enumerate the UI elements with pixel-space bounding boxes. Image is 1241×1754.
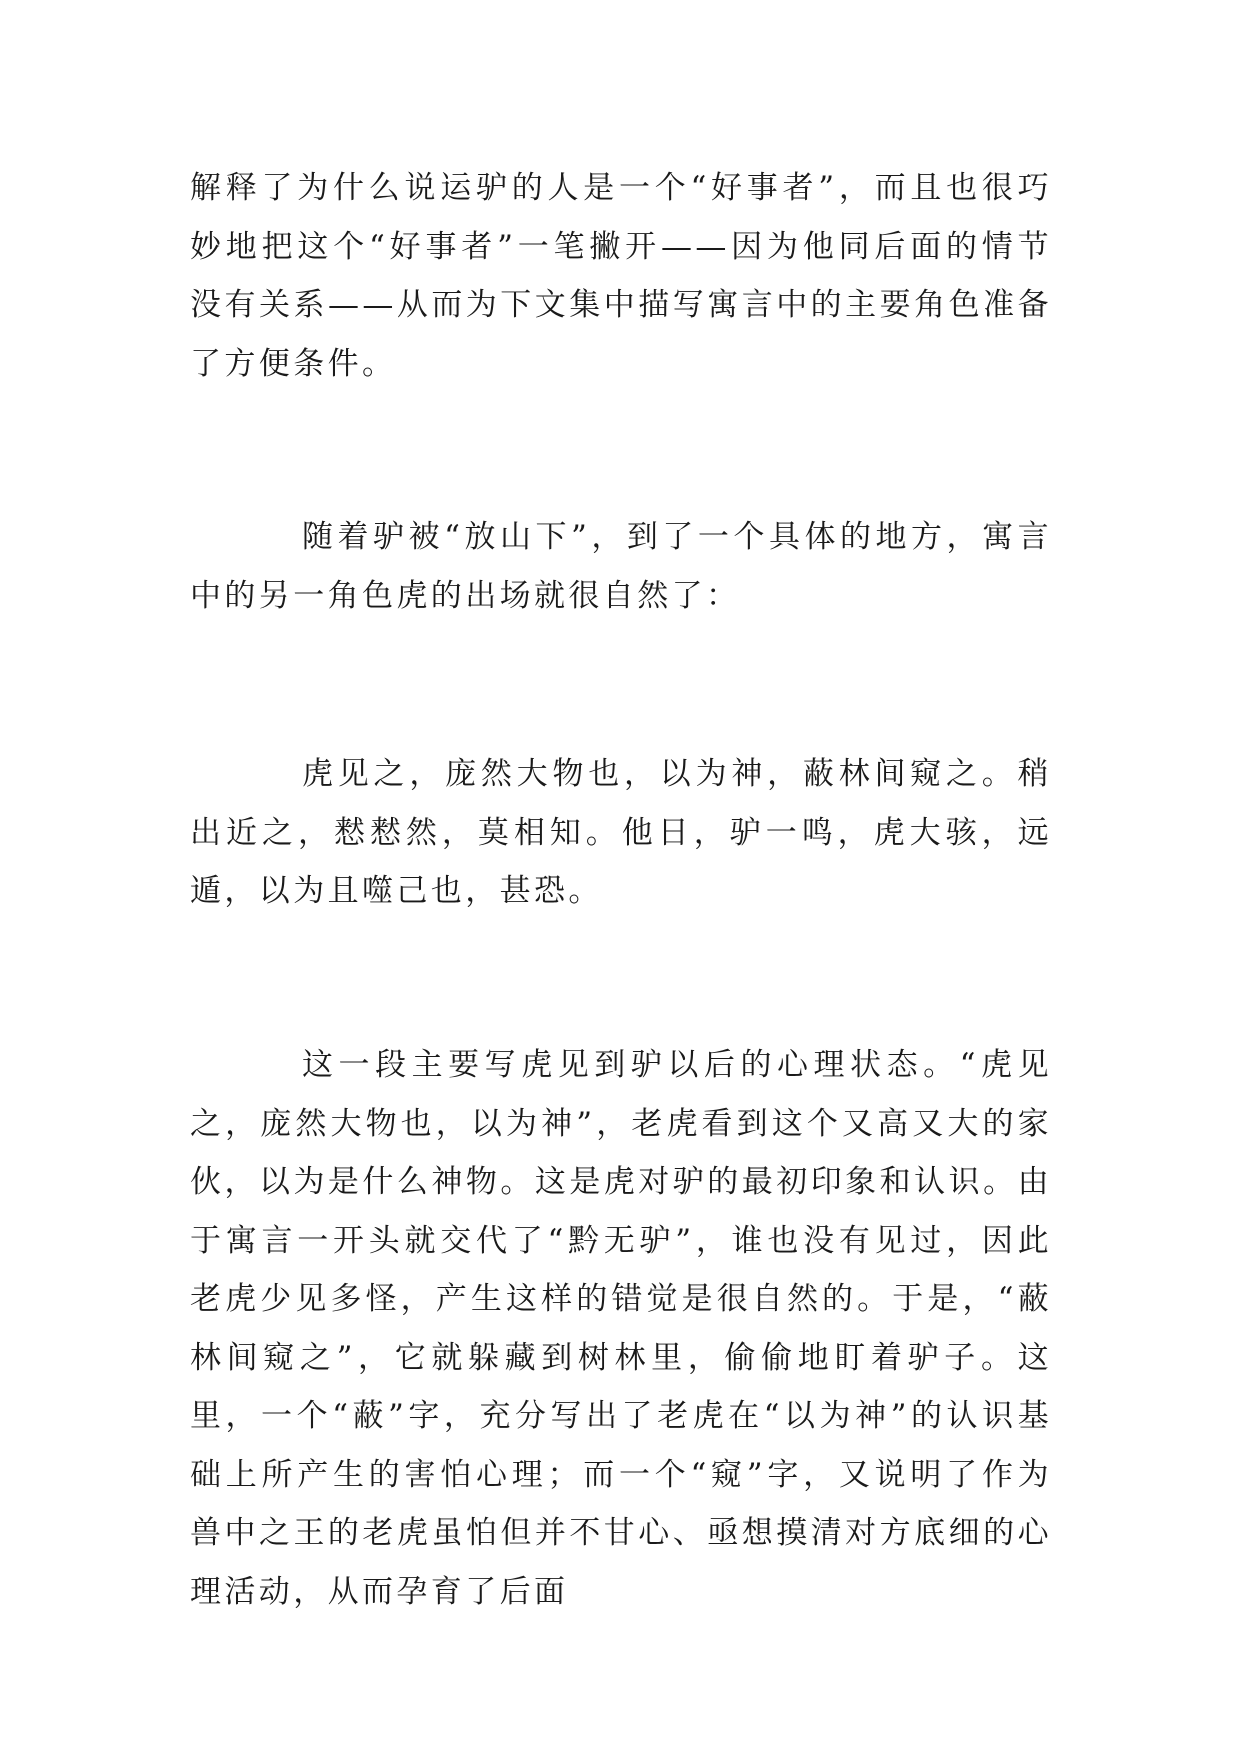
paragraph-continuation: 解释了为什么说运驴的人是一个“好事者”，而且也很巧妙地把这个“好事者”一笔撇开——因为他同后面的情节没有关系——从而为下文集中描写寓言中的主要角色准备了方便条件。 [190, 170, 1052, 382]
paragraph-quoted-text: 虎见之，庞然大物也，以为神，蔽林间窥之。稍出近之，慭慭然，莫相知。他日，驴一鸣，虎大骇，远遁，以为且噬己也，甚恐。 [190, 756, 1052, 909]
paragraph-tiger-appears: 随着驴被“放山下”，到了一个具体的地方，寓言中的另一角色虎的出场就很自然了： [190, 519, 1052, 614]
paragraph-analysis: 这一段主要写虎见到驴以后的心理状态。“虎见之，庞然大物也，以为神”，老虎看到这个又高又大的家伙，以为是什么神物。这是虎对驴的最初印象和认识。由于寓言一开头就交代了“黔无驴”，谁也没有见过，因此老虎少见多怪，产生这样的错觉是很自然的。于是，“蔽林间窥之”，它就躲藏到树林里，偷偷地盯着驴子。这里，一个“蔽”字，充分写出了老虎在“以为神”的认识基础上所产生的害怕心理；而一个“窥”字，又说明了作为兽中之王的老虎虽怕但并不甘心、亟想摸清对方底细的心理活动，从而孕育了后面 [190, 1047, 1052, 1610]
